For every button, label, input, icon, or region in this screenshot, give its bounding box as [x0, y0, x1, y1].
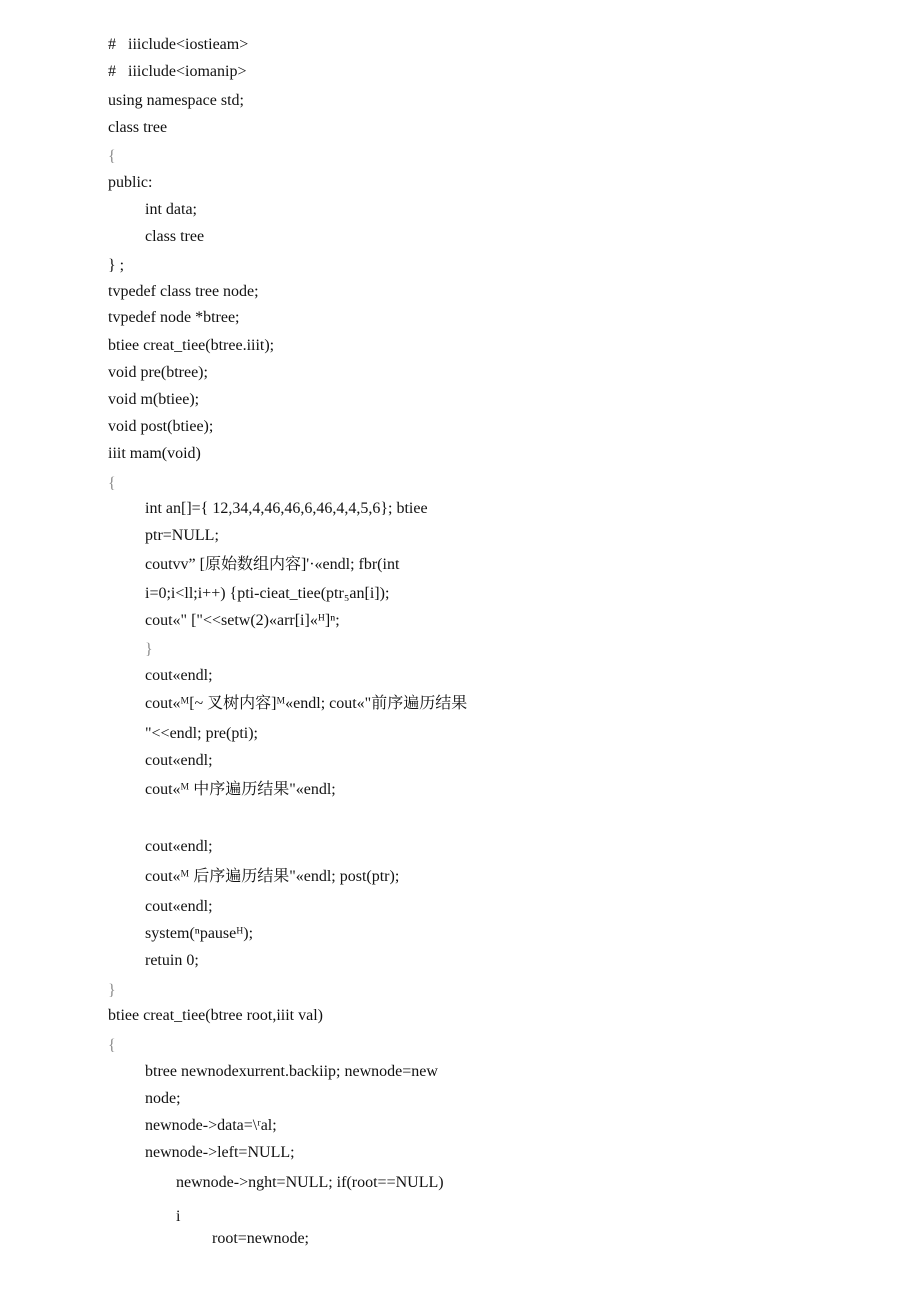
code-line: root=newnode; — [212, 1230, 309, 1247]
code-line: "<<endl; pre(pti); — [145, 725, 258, 742]
code-line: { — [108, 1037, 116, 1054]
code-line: coutvv” [原始数组内容]'·«endl; fbr(int — [145, 556, 400, 573]
code-line: cout«ᴹ[~ 叉树内容]ᴹ«endl; cout«"前序遍历结果 — [145, 695, 468, 712]
code-line: int an[]={ 12,34,4,46,46,6,46,4,4,5,6}; btiee — [145, 500, 428, 517]
code-line: cout«ᴹ 后序遍历结果"«endl; post(ptr); — [145, 868, 400, 885]
code-line: } — [145, 641, 153, 658]
code-line: { — [108, 475, 116, 492]
code-line: retuin 0; — [145, 952, 199, 969]
code-line: system(ⁿpauseᴴ); — [145, 925, 254, 942]
code-line: } — [108, 982, 116, 999]
code-line: cout«endl; — [145, 667, 213, 684]
code-line: void post(btiee); — [108, 418, 214, 435]
code-line: cout«" ["<<setw(2)«arr[i]«ᴴ]ⁿ; — [145, 612, 340, 629]
code-line: cout«endl; — [145, 752, 213, 769]
code-line: cout«endl; — [145, 838, 213, 855]
code-line: using namespace std; — [108, 92, 244, 109]
code-line: void m(btiee); — [108, 391, 200, 408]
code-line: ptr=NULL; — [145, 527, 219, 544]
code-line: newnode->left=NULL; — [145, 1144, 295, 1161]
code-line: void pre(btree); — [108, 364, 208, 381]
code-line: class tree — [108, 119, 168, 136]
code-line: { — [108, 148, 116, 165]
code-line: tvpedef class tree node; — [108, 283, 259, 300]
code-line: iiit mam(void) — [108, 445, 201, 462]
code-line: btiee creat_tiee(btree.iiit); — [108, 337, 275, 354]
code-line: i=0;i<ll;i++) {pti-cieat_tiee(ptr₅an[i]); — [145, 585, 390, 602]
code-line: class tree — [145, 228, 205, 245]
code-line: newnode->data=\ʳal; — [145, 1117, 277, 1134]
code-line: node; — [145, 1090, 181, 1107]
code-line: tvpedef node *btree; — [108, 309, 240, 326]
code-line: int data; — [145, 201, 197, 218]
code-line: # iiiclude<iostieam> — [108, 36, 249, 53]
code-line: btree newnodexurrent.backiip; newnode=new — [145, 1063, 438, 1080]
code-line: newnode->nght=NULL; if(root==NULL) — [176, 1174, 444, 1191]
code-line: i — [176, 1208, 181, 1225]
code-line: cout«endl; — [145, 898, 213, 915]
code-line: cout«ᴹ 中序遍历结果"«endl; — [145, 781, 336, 798]
code-line: } ; — [108, 257, 125, 274]
code-line: public: — [108, 174, 153, 191]
code-line: # iiiclude<iomanip> — [108, 63, 247, 80]
code-line: btiee creat_tiee(btree root,iiit val) — [108, 1007, 323, 1024]
